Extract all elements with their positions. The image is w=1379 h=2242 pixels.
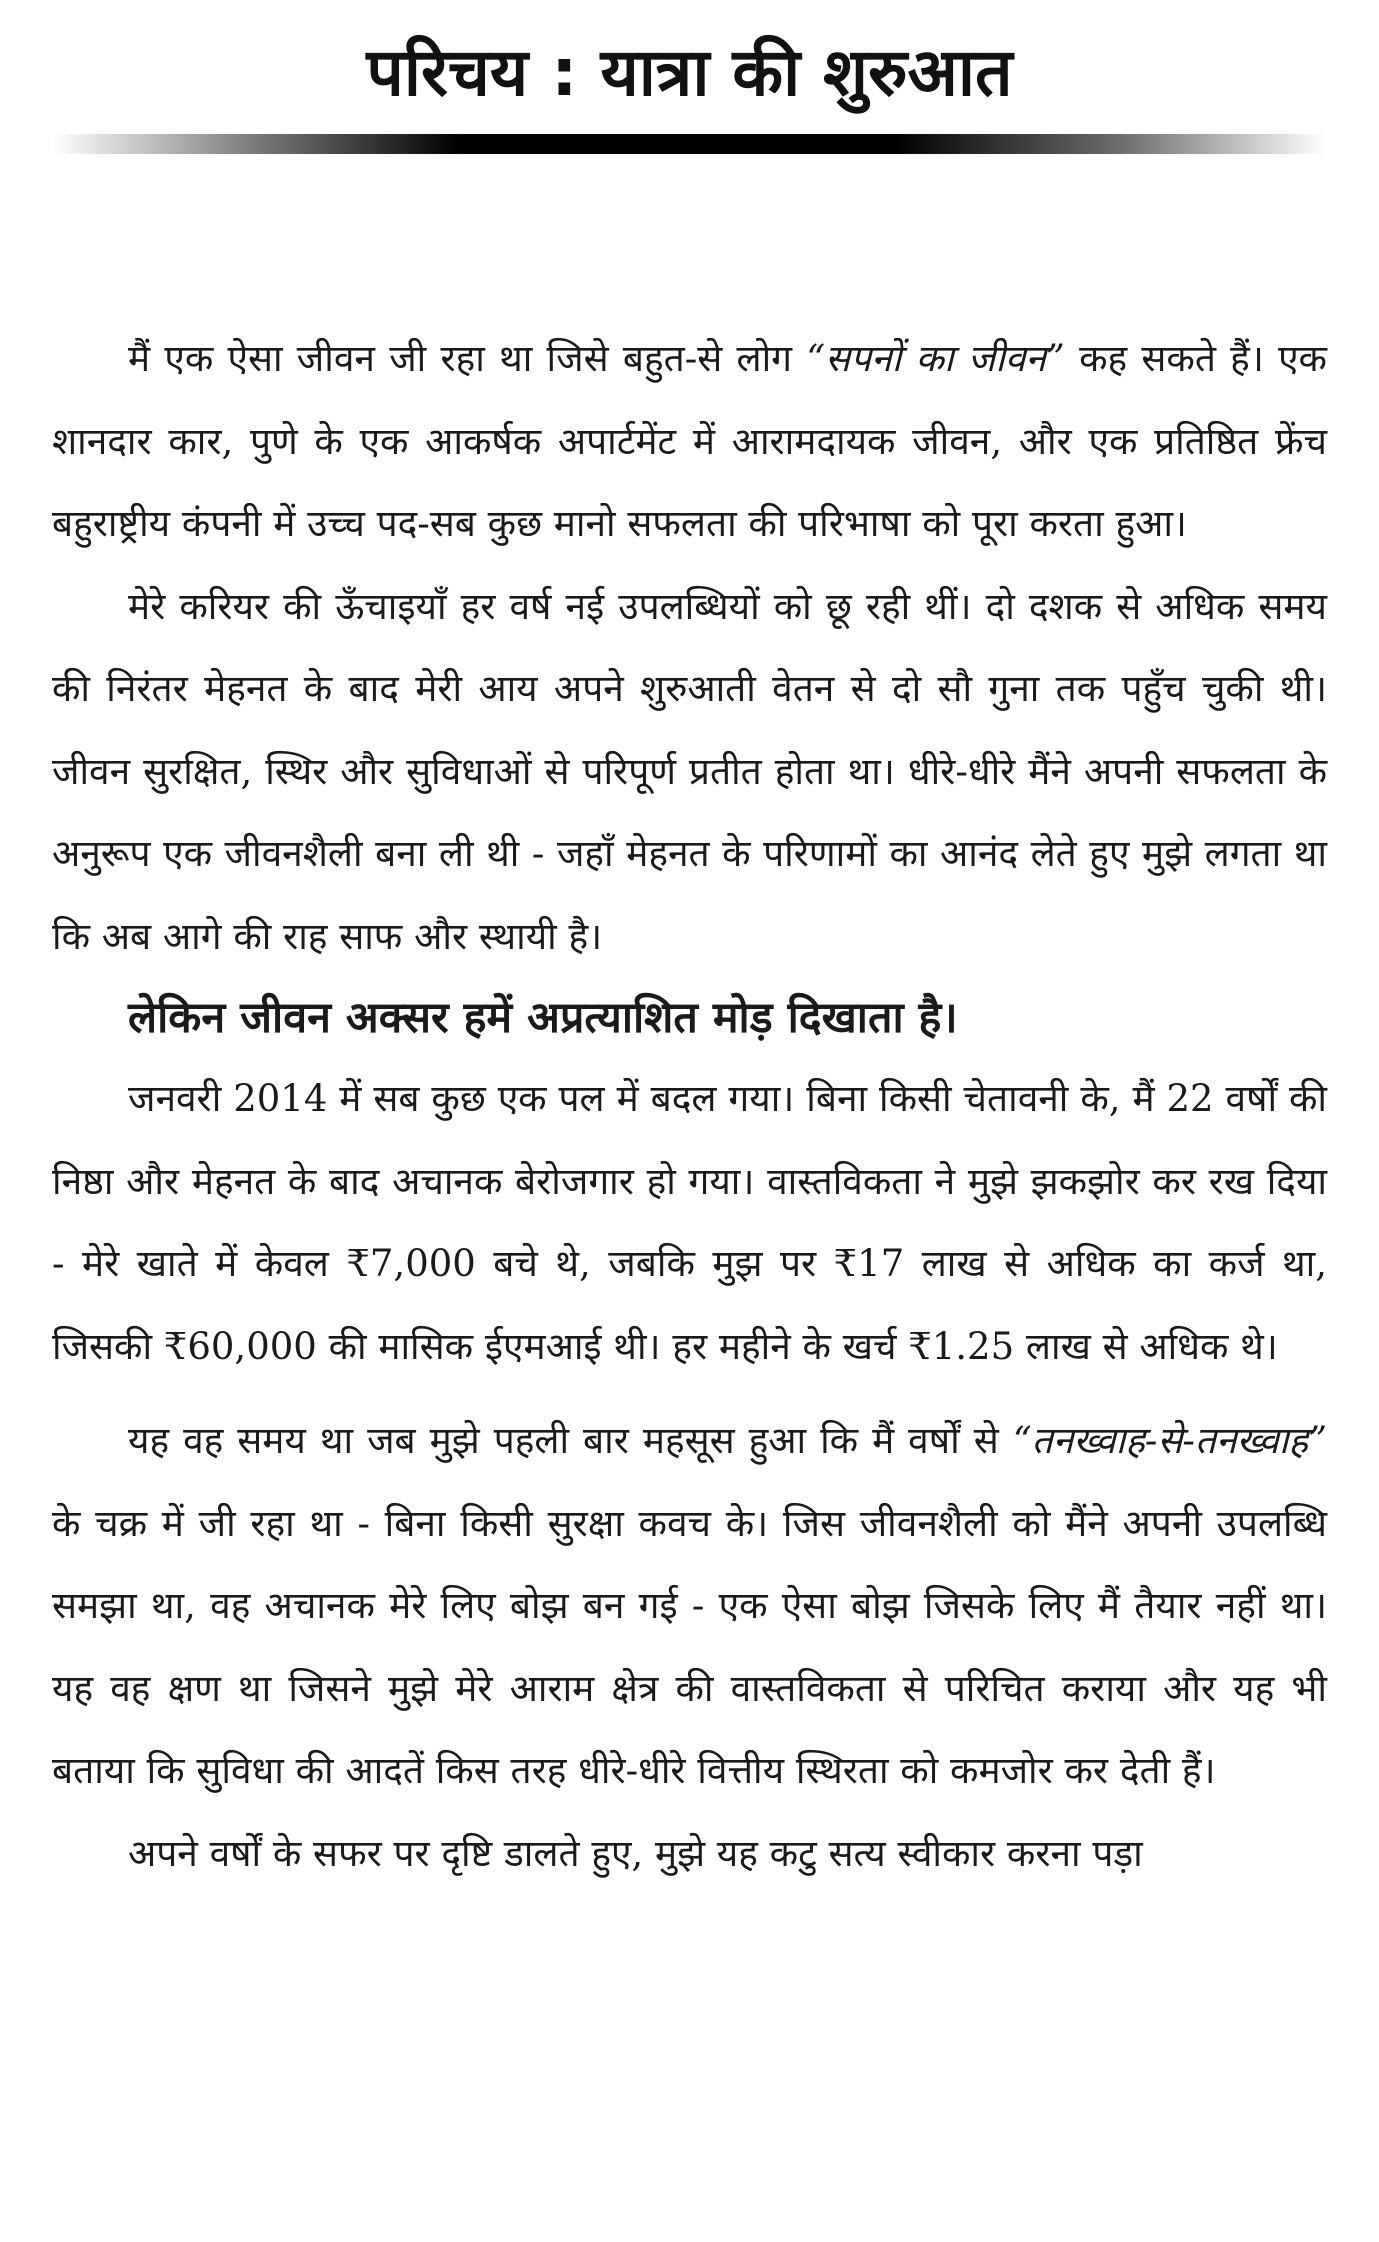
paragraph-1-quote: “सपनों का जीवन”	[806, 337, 1065, 380]
title-divider	[52, 134, 1327, 154]
chapter-title: परिचय : यात्रा की शुरुआत	[366, 34, 1013, 111]
paragraph-2: मेरे करियर की ऊँचाइयाँ हर वर्ष नई उपलब्धियों को छू रही थीं। दो दशक से अधिक समय की निरंतर मेहनत के बाद मेरी आय अपने शुरुआती वेतन से दो सौ गुना तक पहुँच चुकी थी। जीवन सुरक्षित, स्थिर और सुविधाओं से परिपूर्ण प्रतीत होता था। धीरे-धीरे मैंने अपनी सफलता के अनुरूप एक जीवनशैली बना ली थी - जहाँ मेहनत के परिणामों का आनंद लेते हुए मुझे लगता था कि अब आगे की राह साफ और स्थायी है।	[52, 584, 1327, 958]
paragraph-1-text-a: मैं एक ऐसा जीवन जी रहा था जिसे बहुत-से लोग	[128, 337, 807, 380]
chapter-body	[52, 318, 1327, 1895]
paragraph-4-text-b: के चक्र में जी रहा था - बिना किसी सुरक्षा कवच के। जिस जीवनशैली को मैंने अपनी उपलब्धि समझा था, वह अचानक मेरे लिए बोझ बन गई - एक ऐसा बोझ जिसके लिए मैं तैयार नहीं था। यह वह क्षण था जिसने मुझे मेरे आराम क्षेत्र की वास्तविकता से परिचित कराया और यह भी बताया कि सुविधा की आदतें किस तरह धीरे-धीरे वित्तीय स्थिरता को कमजोर कर देती हैं।	[52, 1501, 1327, 1792]
paragraph-4-text-a: यह वह समय था जब मुझे पहली बार महसूस हुआ कि मैं वर्षों से	[128, 1419, 1013, 1462]
paragraph-1-text-b: कह सकते हैं। एक शानदार कार, पुणे के एक आकर्षक अपार्टमेंट में आरामदायक जीवन, और एक प्रतिष्ठित फ्रेंच बहुराष्ट्रीय कंपनी में उच्च पद-सब कुछ मानो सफलता की परिभाषा को पूरा करता हुआ।	[52, 337, 1327, 545]
paragraph-3: जनवरी 2014 में सब कुछ एक पल में बदल गया। बिना किसी चेतावनी के, मैं 22 वर्षों की निष्ठा और मेहनत के बाद अचानक बेरोजगार हो गया। वास्तविकता ने मुझे झकझोर कर रख दिया - मेरे खाते में केवल ₹7,000 बचे थे, जबकि मुझ पर ₹17 लाख से अधिक का कर्ज था, जिसकी ₹60,000 की मासिक ईएमआई थी। हर महीने के खर्च ₹1.25 लाख से अधिक थे।	[52, 1077, 1327, 1368]
paragraph-4-quote: “तनख्वाह-से-तनख्वाह”	[1012, 1419, 1327, 1462]
section-subheading: लेकिन जीवन अक्सर हमें अप्रत्याशित मोड़ दिखाता है।	[128, 993, 958, 1043]
paragraph-1	[52, 318, 1327, 566]
paragraph-5: अपने वर्षों के सफर पर दृष्टि डालते हुए, मुझे यह कटु सत्य स्वीकार करना पड़ा	[128, 1831, 1143, 1875]
paragraph-4	[52, 1400, 1327, 1813]
